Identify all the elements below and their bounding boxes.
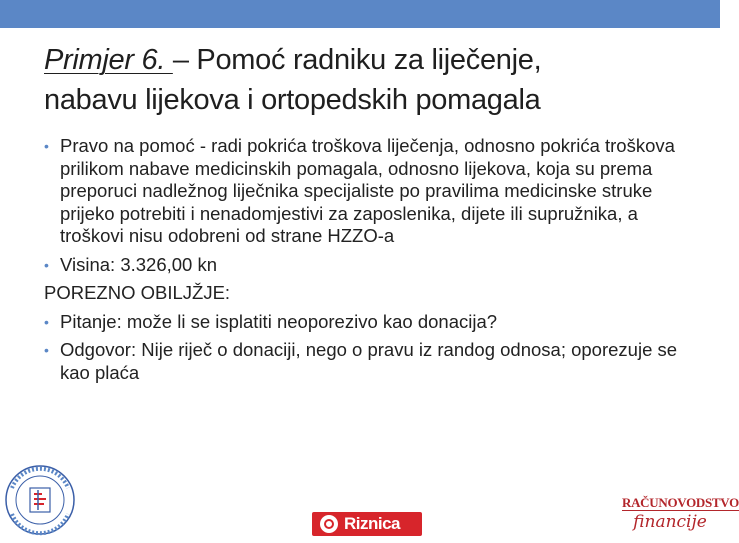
bullet-item — [44, 254, 684, 277]
bullet-text-2: Visina: 3.326,00 kn — [60, 253, 218, 275]
bullet-icon: • — [44, 342, 49, 358]
bullet-text-3: Pitanje: može li se isplatiti neoporezivo kao donacija? — [60, 310, 498, 332]
bullet-icon: • — [44, 138, 49, 154]
rif-logo-line1: RAČUNOVODSTVO — [622, 495, 739, 510]
bullet-item — [44, 339, 684, 384]
bullet-item — [44, 135, 684, 248]
rif-logo — [622, 494, 739, 538]
bullet-item — [44, 311, 684, 334]
bullet-text-1: Pravo na pomoć - radi pokrića troškova liječenja, odnosno pokrića troškova prilikom nabave medicinskih pomagala, odnosno lijekova, koja su prema preporuci nadležnog liječnika specijaliste po pravilima medicinske struke prijeko potrebiti i nenadomjestivi za zaposlenika, dijete ili supružnika, a troškovi nisu odobreni od strane HZZO-a — [60, 135, 675, 246]
slide-content — [44, 135, 684, 390]
slide-title — [44, 40, 694, 120]
top-accent-bar — [0, 0, 720, 28]
title-line2: nabavu lijekova i ortopedskih pomagala — [44, 84, 541, 116]
rif-logo-line2: financije — [633, 512, 707, 532]
title-example-label: Primjer 6. — [44, 44, 173, 76]
bullet-text-4: Odgovor: Nije riječ o donaciji, nego o pravu iz randog odnosa; oporezuje se kao plaća — [60, 339, 678, 383]
riznica-logo — [312, 512, 422, 536]
riznica-emblem-icon — [320, 515, 338, 533]
section-heading: POREZNO OBILJŽJE: — [44, 282, 231, 303]
bullet-icon: • — [44, 256, 49, 273]
association-seal-logo — [2, 458, 78, 538]
seal-icon — [2, 458, 78, 538]
title-line1-rest: – Pomoć radniku za liječenje, — [172, 44, 542, 76]
riznica-logo-text: Riznica — [344, 514, 401, 533]
bullet-icon: • — [44, 313, 49, 330]
